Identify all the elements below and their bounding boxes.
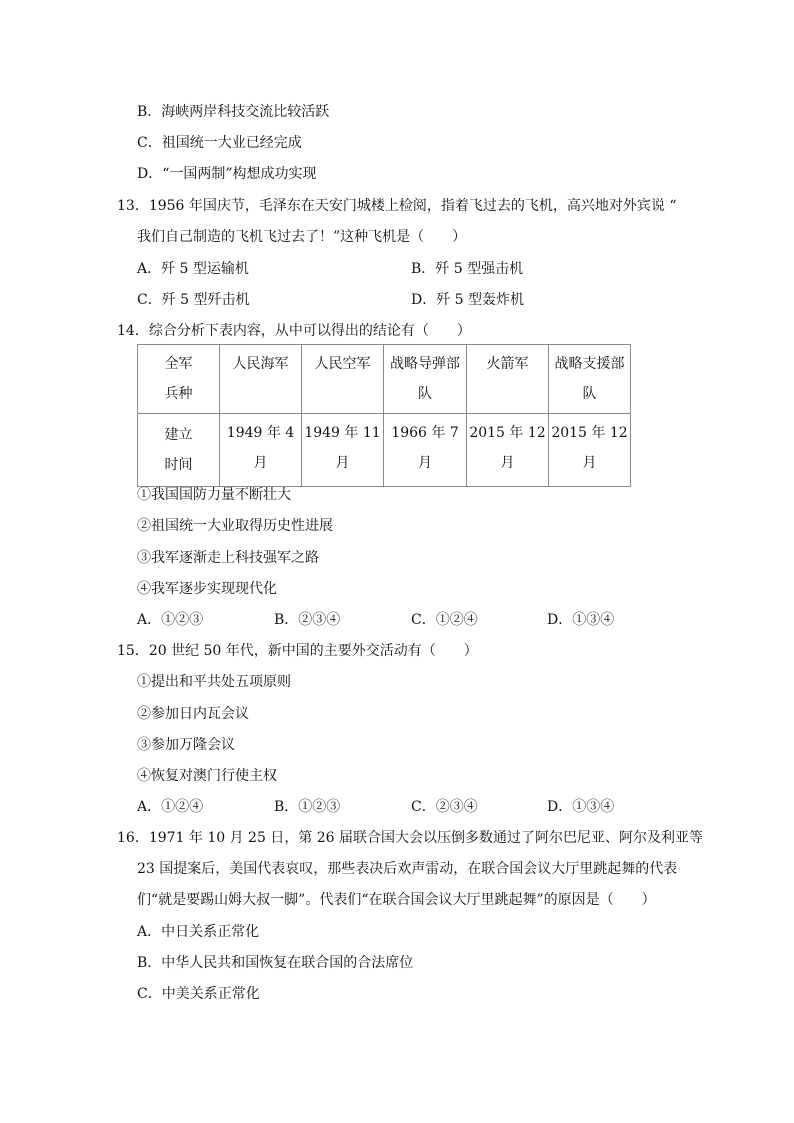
table-header-line2: 时间 [164,457,193,473]
table-cell-header-branch [138,345,220,414]
branch-name: 火箭军 [486,356,529,372]
q12-option-d: D．“一国两制”构想成功实现 [137,166,317,182]
table-cell-branch-airforce [302,345,384,414]
table-cell-branch-missile [384,345,467,414]
table-cell-date-rocket: 2015 年 12 月 [467,414,549,487]
q13-option-b: B．歼 5 型强击机 [411,261,524,277]
q15-statement-4: ④恢复对澳门行使主权 [137,768,277,784]
table-cell-branch-rocket [467,345,549,414]
q16-stem-line3: 们“就是要踢山姆大叔一脚”。代表们“在联合国会议大厅里跳起舞”的原因是（ ） [137,892,656,908]
q13-option-d: D．歼 5 型轰炸机 [411,292,525,308]
q14-statement-1: ①我国国防力量不断壮大 [137,487,291,503]
table-cell-date-airforce: 1949 年 11 月 [302,414,384,487]
table-row-date [138,414,631,487]
q15-stem: 15．20 世纪 50 年代，新中国的主要外交活动有（ ） [117,643,478,659]
branch-name-line1: 战略导弹部 [390,356,460,372]
table-cell-branch-support [549,345,631,414]
q14-statement-4: ④我军逐步实现现代化 [137,581,277,597]
q14-option-b: B．②③④ [274,612,341,628]
q16-option-b: B．中华人民共和国恢复在联合国的合法席位 [137,955,414,971]
branch-name-line2: 队 [582,386,597,402]
q14-statement-2: ②祖国统一大业取得历史性进展 [137,518,333,534]
table-header-line1: 全军 [164,356,193,372]
q14-option-c: C．①②④ [411,612,478,628]
q13-option-c: C．歼 5 型歼击机 [137,292,250,308]
q15-option-b: B．①②③ [274,799,341,815]
q16-stem-line1: 16．1971 年 10 月 25 日，第 26 届联合国大会以压倒多数通过了阿尔巴尼亚、阿尔及利亚等 [117,830,704,846]
q15-option-c: C．②③④ [411,799,478,815]
q15-statement-2: ②参加日内瓦会议 [137,706,249,722]
q15-option-d: D．①③④ [547,799,615,815]
q16-option-c: C．中美关系正常化 [137,986,260,1002]
q13-stem-line1: 13．1956 年国庆节，毛泽东在天安门城楼上检阅，指着飞过去的飞机，高兴地对外宾说 “ [117,198,677,214]
q14-option-d: D．①③④ [547,612,615,628]
q13-stem-line2: 我们自己制造的飞机飞过去了！”这种飞机是（ ） [137,229,467,245]
table-cell-date-navy: 1949 年 4 月 [220,414,302,487]
table-cell-header-date [138,414,220,487]
branch-name-line2: 队 [418,386,432,402]
q14-statement-3: ③我军逐渐走上科技强军之路 [137,550,319,566]
table-header-line2: 兵种 [164,386,193,402]
table-header-line1: 建立 [164,427,193,443]
q16-stem-line2: 23 国提案后，美国代表哀叹，那些表决后欢声雷动，在联合国会议大厅里跳起舞的代表 [137,861,678,877]
branch-name: 人民海军 [232,356,289,372]
branch-name: 人民空军 [314,356,371,372]
q14-stem: 14．综合分析下表内容，从中可以得出的结论有（ ） [117,323,471,339]
table-cell-branch-navy [220,345,302,414]
q14-option-a: A．①②③ [137,612,204,628]
table-row-branch [138,345,631,414]
q12-option-c: C．祖国统一大业已经完成 [137,135,302,151]
table-cell-date-missile: 1966 年 7 月 [384,414,467,487]
q12-option-b: B．海峡两岸科技交流比较活跃 [137,104,330,120]
q14-table [137,344,631,487]
q13-option-a: A．歼 5 型运输机 [137,261,249,277]
q15-statement-1: ①提出和平共处五项原则 [137,674,291,690]
branch-name-line1: 战略支援部 [554,356,625,372]
q15-option-a: A．①②④ [137,799,204,815]
table-cell-date-support: 2015 年 12 月 [549,414,631,487]
q15-statement-3: ③参加万隆会议 [137,737,235,753]
q16-option-a: A．中日关系正常化 [137,924,260,940]
